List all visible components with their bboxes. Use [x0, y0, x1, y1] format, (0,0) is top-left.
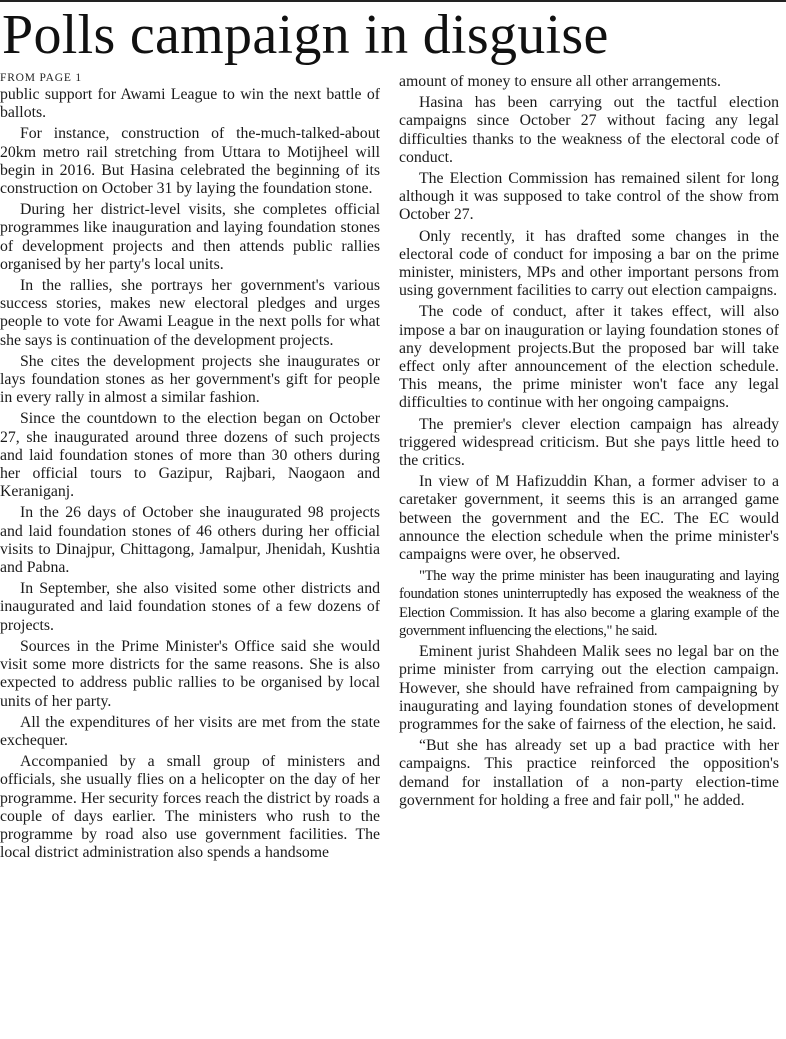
paragraph: For instance, construction of the-much-talked-about 20km metro rail stretching from Uttara to Motijheel will begin in 2016. But Hasina celebrated the beginning of its construction on October 31 by laying the foundation stone. — [0, 125, 380, 198]
paragraph: “But she has already set up a bad practice with her campaigns. This practice reinforced the opposition's demand for installation of a non-party election-time government for holding a free and fair poll," he added. — [399, 737, 779, 809]
paragraph: In view of M Hafizuddin Khan, a former adviser to a caretaker government, it seems this is an arranged game between the government and the EC. The EC would announce the election schedule when the prime minister's campaigns were over, he observed. — [399, 473, 779, 564]
paragraph: In the 26 days of October she inaugurated 98 projects and laid foundation stones of 46 others during her official visits to Dinajpur, Chittagong, Jamalpur, Jhenidah, Kushtia and Pabna. — [0, 504, 380, 577]
headline: Polls campaign in disguise — [2, 4, 609, 66]
article-column-left — [0, 71, 380, 1037]
paragraph: Only recently, it has drafted some changes in the electoral code of conduct for imposing a bar on the prime minister, ministers, MPs and other important persons from using government facilities to carry out election campaigns. — [399, 227, 779, 300]
paragraph-quote: "The way the prime minister has been inaugurating and laying foundation stones uninterruptedly has exposed the weakness of the Election Commission. It has also become a glaring example of the government influencing the elections," he said. — [399, 568, 779, 639]
top-rule — [0, 0, 786, 2]
paragraph: public support for Awami League to win the next battle of ballots. — [0, 86, 380, 122]
paragraph: During her district-level visits, she completes official programmes like inauguration and laying foundation stones of development projects and then attends public rallies organised by her party's local units. — [0, 201, 380, 273]
paragraph: All the expenditures of her visits are met from the state exchequer. — [0, 713, 380, 749]
paragraph: The Election Commission has remained silent for long although it was supposed to take control of the show from October 27. — [399, 170, 779, 224]
paragraph: Hasina has been carrying out the tactful election campaigns since October 27 without facing any legal difficulties thanks to the weakness of the electoral code of conduct. — [399, 94, 779, 166]
continuation-kicker: FROM PAGE 1 — [0, 72, 82, 84]
paragraph: In September, she also visited some other districts and inaugurated and laid foundation stones of a few dozens of projects. — [0, 580, 380, 634]
paragraph: Accompanied by a small group of ministers and officials, she usually flies on a helicopter on the day of her programme. Her security forces reach the district by roads a couple of days earlier. The ministers who rush to the programme by road also use government facilities. The local district administration also spends a handsome — [0, 753, 380, 862]
paragraph: She cites the development projects she inaugurates or lays foundation stones as her government's gift for people in every rally in almost a similar fashion. — [0, 352, 380, 407]
paragraph: In the rallies, she portrays her government's various success stories, makes new electoral pledges and urges people to vote for Awami League in the next polls for what she says is continuation of the development projects. — [0, 277, 380, 349]
article-column-right — [399, 73, 779, 1039]
paragraph: amount of money to ensure all other arrangements. — [399, 73, 721, 90]
paragraph: Since the countdown to the election began on October 27, she inaugurated around three dozens of such projects and laid foundation stones of more than 30 others during her official tours to Gazipur, Rajbari, Naogaon and Keraniganj. — [0, 410, 380, 501]
paragraph: The premier's clever election campaign has already triggered widespread criticism. But she pays little heed to the critics. — [399, 415, 779, 470]
paragraph: Eminent jurist Shahdeen Malik sees no legal bar on the prime minister from carrying out the election campaign. However, she should have refrained from campaigning by inaugurating and laying foundation stones of development programmes for the sake of fairness of the election, he said. — [399, 643, 779, 733]
paragraph: Sources in the Prime Minister's Office said she would visit some more districts for the same reasons. She is also expected to address public rallies to be organised by local units of her party. — [0, 637, 380, 710]
paragraph: The code of conduct, after it takes effect, will also impose a bar on inauguration or laying foundation stones of any development projects.But the proposed bar will take effect only after announcement of the election schedule. This means, the prime minister won't face any legal difficulties to continue with her ongoing campaigns. — [399, 303, 779, 412]
